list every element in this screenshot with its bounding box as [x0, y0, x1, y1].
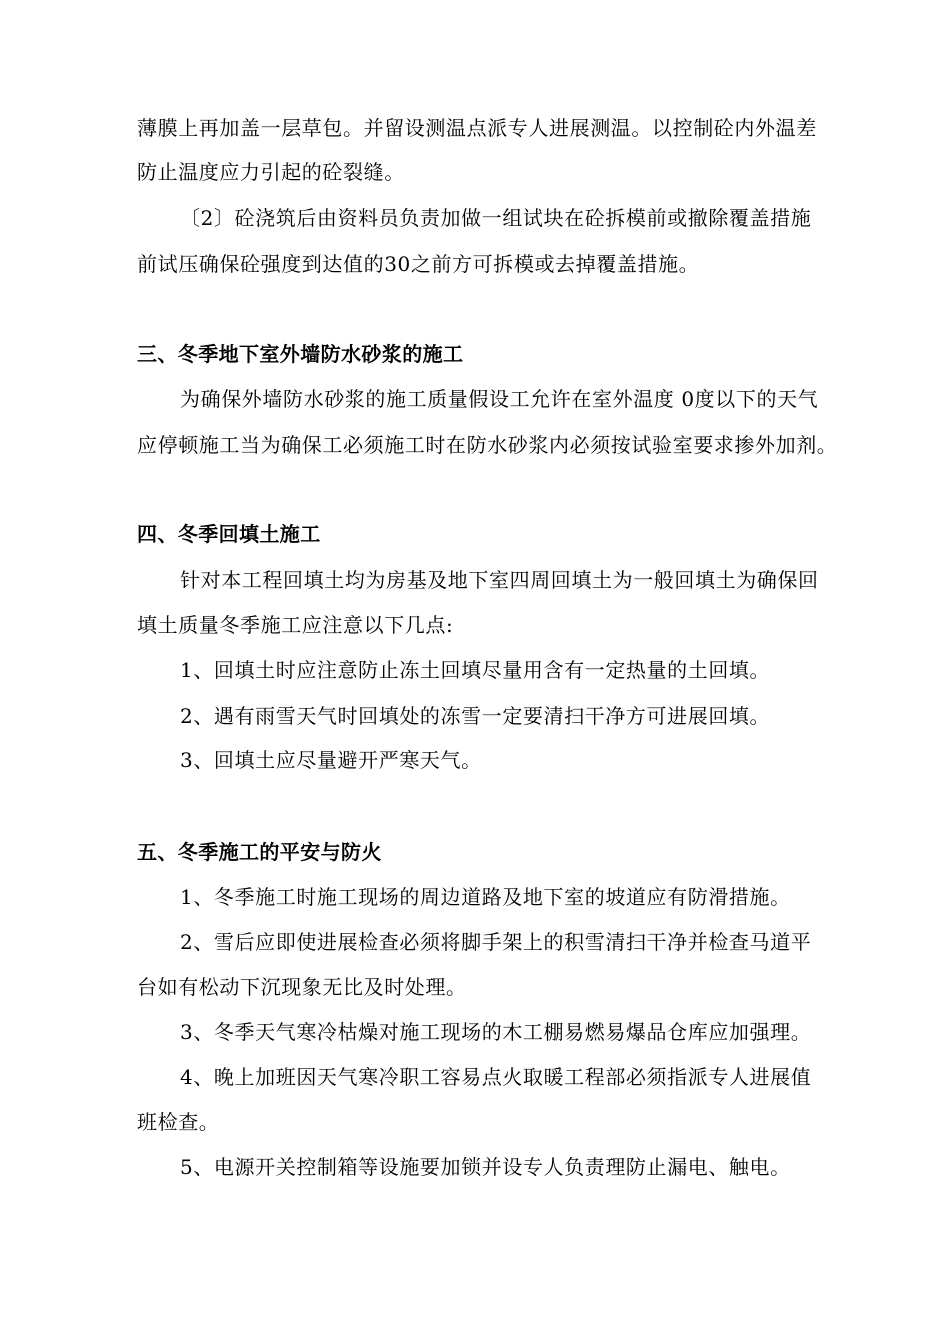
- list-item: 2、雪后应即使进展检查必须将脚手架上的积雪清扫干净并检查马道平: [180, 930, 812, 954]
- list-item: 3、冬季天气寒冷枯燥对施工现场的木工棚易燃易爆品仓库应加强理。: [180, 1020, 812, 1044]
- paragraph-line: 防止温度应力引起的砼裂缝。: [137, 160, 405, 184]
- paragraph-line: 应停顿施工当为确保工必须施工时在防水砂浆内必须按试验室要求掺外加剂。: [137, 433, 838, 457]
- section-heading-5: 五、冬季施工的平安与防火: [137, 840, 382, 864]
- list-item-continuation: 台如有松动下沉现象无比及时处理。: [137, 975, 467, 999]
- section-heading-3: 三、冬季地下室外墙防水砂浆的施工: [137, 342, 464, 366]
- paragraph-line: 针对本工程回填土均为房基及地下室四周回填土为一般回填土为确保回: [180, 568, 819, 592]
- list-item: 4、晚上加班因天气寒冷职工容易点火取暖工程部必须指派专人进展值: [180, 1065, 812, 1089]
- section-heading-4: 四、冬季回填土施工: [137, 522, 321, 546]
- paragraph-line: 薄膜上再加盖一层草包。并留设测温点派专人进展测温。以控制砼内外温差: [137, 116, 817, 140]
- paragraph-line: 填土质量冬季施工应注意以下几点:: [137, 613, 454, 637]
- paragraph-line: 〔2〕砼浇筑后由资料员负责加做一组试块在砼拆模前或撤除覆盖措施: [180, 206, 812, 230]
- list-item: 3、回填土应尽量避开严寒天气。: [180, 748, 482, 772]
- paragraph-line: 为确保外墙防水砂浆的施工质量假设工允许在室外温度 0度以下的天气: [180, 387, 819, 411]
- list-item-continuation: 班检查。: [137, 1110, 220, 1134]
- list-item: 5、电源开关控制箱等设施要加锁并设专人负责理防止漏电、触电。: [180, 1155, 791, 1179]
- list-item: 2、遇有雨雪天气时回填处的冻雪一定要清扫干净方可进展回填。: [180, 704, 771, 728]
- list-item: 1、冬季施工时施工现场的周边道路及地下室的坡道应有防滑措施。: [180, 885, 791, 909]
- paragraph-line: 前试压确保砼强度到达值的30之前方可拆模或去掉覆盖措施。: [137, 252, 700, 276]
- list-item: 1、回填土时应注意防止冻土回填尽量用含有一定热量的土回填。: [180, 658, 771, 682]
